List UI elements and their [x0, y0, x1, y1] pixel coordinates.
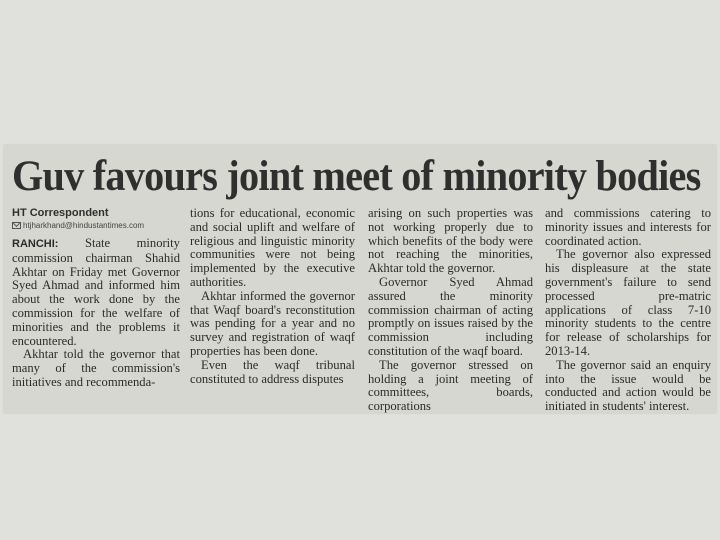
paragraph: The governor also expressed his displeasure at the state government's failure to send processed pre-matric applications of class 7-10 minority students to the centre for release of scholarships for 2013-14. [545, 247, 711, 358]
headline: Guv favours joint meet of minority bodies [12, 153, 701, 200]
paragraph: Governor Syed Ahmad assured the minority commission chairman of acting promptly on issues raised by the commission including constitution of the waqf board. [368, 274, 533, 358]
paragraph: Even the waqf tribunal constituted to address disputes [190, 357, 355, 386]
newspaper-clipping [4, 145, 716, 413]
paragraph: The governor said an enquiry into the issue would be conducted and action would be initiated in students' interest. [545, 357, 711, 413]
paragraph-text: State minority commission chairman Shahid Akhtar on Friday met Governor Syed Ahmad and informed him about the work done by the commission for the welfare of minorities and the problems it encountered. [12, 236, 180, 348]
paragraph: and commissions catering to minority issues and interests for coordinated action. [545, 206, 711, 248]
paragraph: Akhtar told the governor that many of the commission's initiatives and recommenda- [12, 347, 180, 389]
column-3 [368, 207, 533, 413]
column-2 [190, 207, 355, 386]
email-text: htjharkhand@hindustantimes.com [23, 221, 145, 230]
byline: HT Correspondent [12, 207, 109, 219]
email-icon [12, 222, 21, 229]
paragraph: tions for educational, economic and social uplift and welfare of religious and linguistic minority communities were not being implemented by the executive authorities. [190, 206, 355, 289]
column-1 [12, 207, 180, 390]
paragraph: The governor stressed on holding a joint meeting of committees, boards, corporations [368, 357, 533, 413]
paragraph [12, 237, 180, 348]
paragraph: arising on such properties was not working properly due to which benefits of the body were not reaching the minorities, Akhtar told the governor. [368, 206, 533, 276]
paragraph: Akhtar informed the governor that Waqf board's reconstitution was pending for a year and no survey and registration of waqf properties has been done. [190, 288, 355, 358]
dateline: RANCHI: [12, 238, 59, 250]
column-4 [545, 207, 711, 413]
byline-email [12, 220, 180, 232]
